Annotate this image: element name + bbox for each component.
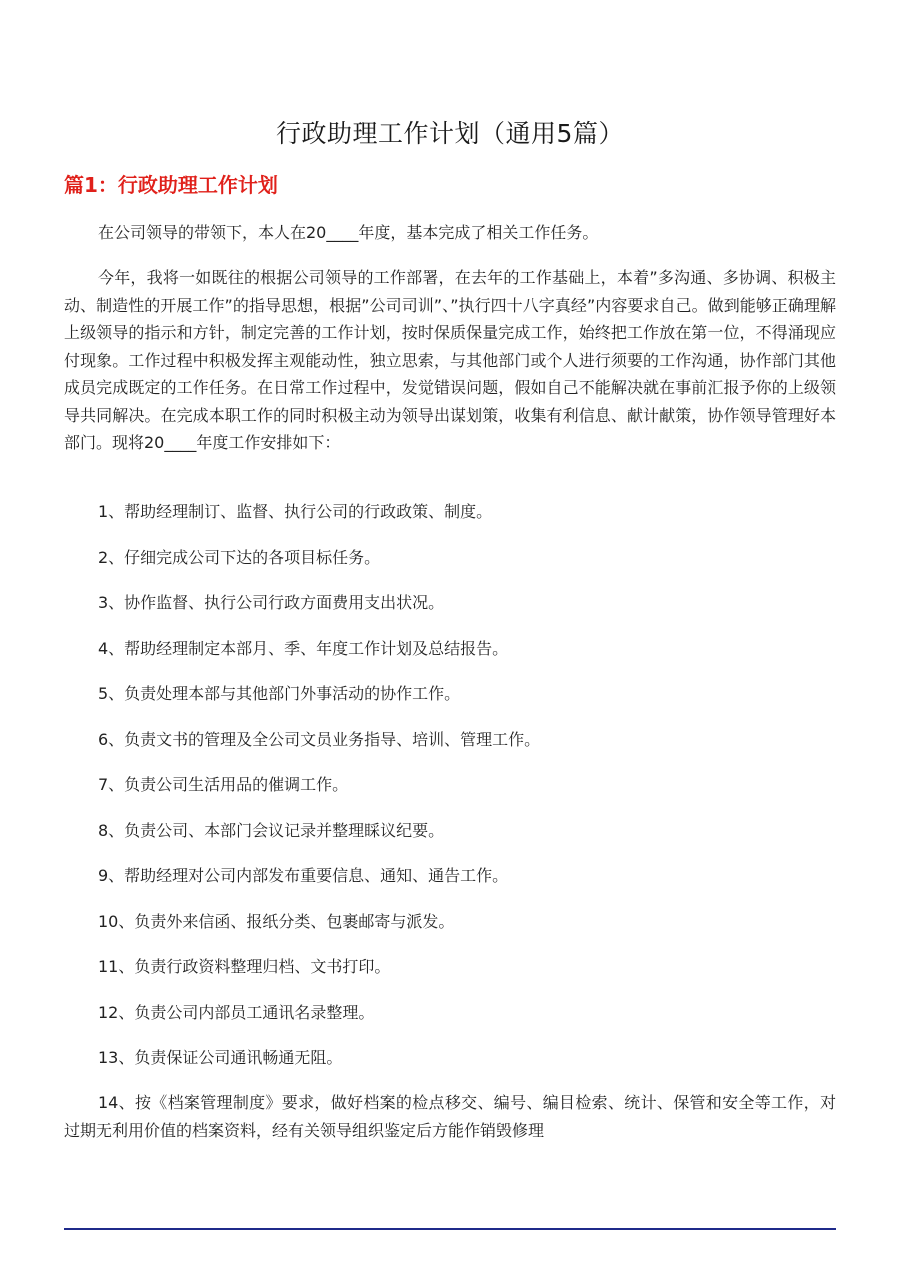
list-item: 9、帮助经理对公司内部发布重要信息、通知、通告工作。 (98, 866, 509, 885)
list-item: 12、负责公司内部员工通讯名录整理。 (98, 1002, 375, 1022)
document-title: 行政助理工作计划（通用5篇） (276, 119, 624, 148)
body-paragraph: 今年，我将一如既往的根据公司领导的工作部署，在去年的工作基础上，本着”多沟通、多协调、积极主动、制造性的开展工作”的指导思想，根据”公司司训”、”执行四十八字真经”内容要求自己。做到能够正确理解上级领导的指示和方针，制定完善的工作计划，按时保质保量完成工作，始终把工作放在第一位，不得涌现应付现象。工作过程中积极发挥主观能动性，独立思索，与其他部门或个人进行须要的工作沟通，协作部门其他成员完成既定的工作任务。在日常工作过程中，发觉错误问题，假如自己不能解决就在事前汇报予你的上级领导共同解决。在完成本职工作的同时积极主动为领导出谋划策，收集有利信息、献计献策，协作领导管理好本部门。现将20____年度工作安排如下： (64, 268, 836, 452)
list-item: 13、负责保证公司通讯畅通无阻。 (98, 1048, 343, 1067)
list-item: 3、协作监督、执行公司行政方面费用支出状况。 (98, 593, 445, 612)
list-item: 2、仔细完成公司下达的各项目标任务。 (98, 547, 381, 567)
footer-divider (64, 1228, 836, 1230)
list-item: 1、帮助经理制订、监督、执行公司的行政政策、制度。 (98, 502, 493, 521)
list-item: 11、负责行政资料整理归档、文书打印。 (98, 957, 391, 976)
task-list (64, 498, 836, 1090)
list-item-14: 14、按《档案管理制度》要求，做好档案的检点移交、编号、编目检索、统计、保管和安全等工作，对过期无利用价值的档案资料，经有关领导组织鉴定后方能作销毁修理 (64, 1093, 836, 1140)
intro-paragraph: 在公司领导的带领下，本人在20____年度，基本完成了相关工作任务。 (98, 223, 599, 242)
list-item: 10、负责外来信函、报纸分类、包裹邮寄与派发。 (98, 911, 455, 931)
list-item: 6、负责文书的管理及全公司文员业务指导、培训、管理工作。 (98, 729, 541, 749)
list-item: 5、负责处理本部与其他部门外事活动的协作工作。 (98, 684, 461, 703)
list-item: 4、帮助经理制定本部月、季、年度工作计划及总结报告。 (98, 638, 509, 658)
list-item: 8、负责公司、本部门会议记录并整理睬议纪要。 (98, 820, 445, 840)
section-heading: 篇1：行政助理工作计划 (64, 173, 278, 197)
list-item: 7、负责公司生活用品的催调工作。 (98, 775, 349, 794)
